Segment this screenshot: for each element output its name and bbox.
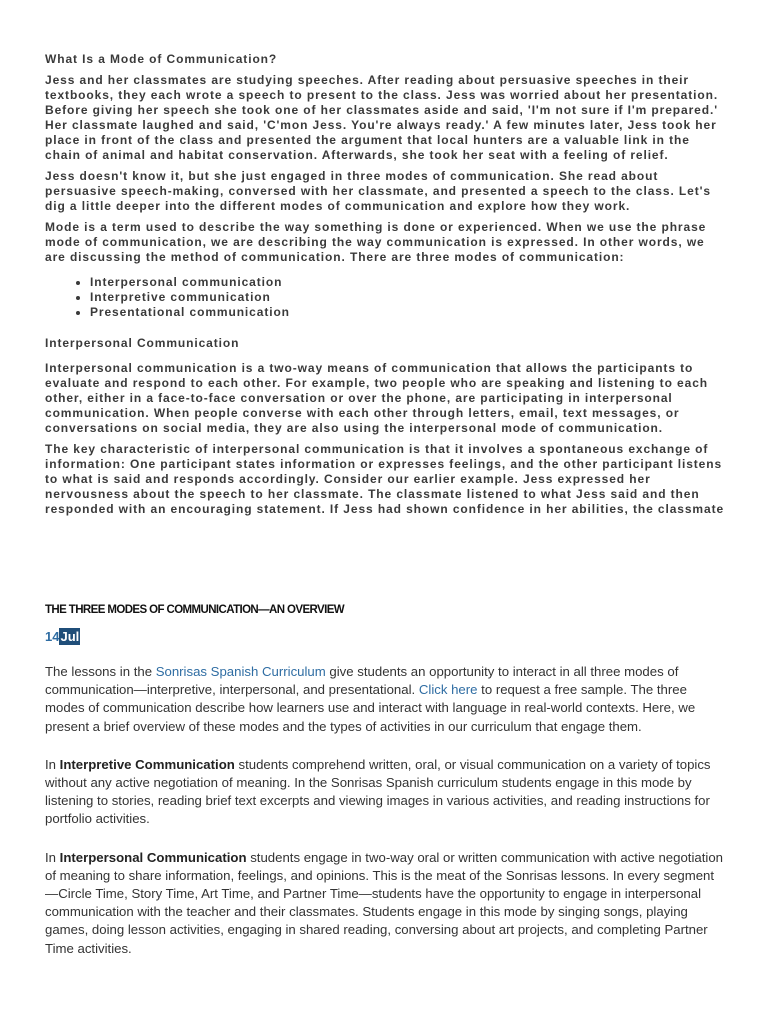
modes-list	[45, 275, 725, 320]
excerpt-heading: What Is a Mode of Communication?	[45, 52, 278, 66]
text-span: In	[45, 849, 60, 865]
text-span: students engage in two-way oral or written communication with active negotiation of meaning to share information, feelings, and opinions. This is the meat of the Sonrisas lessons. In every segment—Circle Time, Story Time, Art Time, and Partner Time—students have the opportunity to engage in interpersonal communication with the teacher and their classmates. Students engage in this mode by singing songs, playing games, doing lesson activities, engaging in shared reading, conversing about art projects, and completing Partner Time activities.	[45, 849, 723, 956]
excerpt-paragraph: Jess doesn't know it, but she just engaged in three modes of communication. She read about persuasive speech-making, conversed with her classmate, and presented a speech to the class. Let's dig a little deeper into the different modes of communication and explore how they work.	[45, 169, 711, 213]
excerpt-paragraph: Mode is a term used to describe the way something is done or experienced. When we use the phrase mode of communication, we are describing the way communication is expressed. In other words, we are discussing the method of communication. There are three modes of communication:	[45, 220, 707, 264]
bold-term: Interpretive Communication	[59, 756, 235, 772]
text-span: students comprehend written, oral, or visual communication on a variety of topics without any active negotiation of meaning. In the Sonrisas Spanish curriculum students engage in this mode by listening to stories, reading brief text excerpts and viewing images in various activities, and reading instructions for portfolio activities.	[45, 756, 711, 827]
text-span: give students an opportunity to interact in all three modes of communication—interpretive, interpersonal, and presentational.	[45, 664, 679, 698]
list-item: • Interpersonal communication	[90, 275, 725, 290]
click-here-link[interactable]: Click here	[418, 682, 478, 698]
date-month: Jul	[60, 629, 80, 644]
text-span: to request a free sample. The three modes of communication describe how learners use and interact with language in real-world contexts. Here, we present a brief overview of these modes and the types of activities in our curriculum that engage them.	[45, 682, 696, 734]
list-item: • Presentational communication	[90, 305, 725, 320]
blog-post	[45, 604, 725, 958]
post-paragraph	[45, 849, 725, 958]
post-paragraph	[45, 663, 725, 736]
excerpt-paragraph: Jess and her classmates are studying speeches. After reading about persuasive speeches in their textbooks, they each wrote a speech to present to the class. Jess was worried about her presentation. Before giving her speech she took one of her classmates aside and said, 'I'm not sure if I'm prepared.' Her classmate laughed and said, 'C'mon Jess. You're always ready.' A few minutes later, Jess took her place in front of the class and presented the argument that local hunters are a valuable link in the chain of animal and habitat conservation. Afterwards, she took her seat with a feeling of relief.	[45, 73, 719, 162]
excerpt-paragraph: The key characteristic of interpersonal communication is that it involves a spontaneous exchange of information: One participant states information or expresses feelings, and the other participant listens to what is said and responds accordingly. Consider our earlier example. Jess expressed her nervousness about the speech to her classmate. The classmate listened to what Jess said and then responded with an encouraging statement. If Jess had shown confidence in her abilities, the classmate	[45, 442, 725, 516]
lesson-excerpt	[45, 52, 725, 523]
excerpt-subheading: Interpersonal Communication	[45, 336, 240, 350]
text-span: The lessons in the	[45, 664, 156, 679]
post-title: THE THREE MODES OF COMMUNICATION—AN OVERVIEW	[45, 604, 345, 616]
date-day: 14	[45, 629, 60, 644]
list-item: • Interpretive communication	[90, 290, 725, 305]
post-date	[45, 629, 80, 644]
post-paragraph	[45, 756, 725, 829]
bold-term: Interpersonal Communication	[59, 849, 247, 865]
excerpt-paragraph: Interpersonal communication is a two-way means of communication that allows the participants to evaluate and respond to each other. For example, two people who are speaking and listening to each other, either in a face-to-face conversation or over the phone, are participating in interpersonal communication. When people converse with each other through letters, email, text messages, or conversations on social media, they are also using the interpersonal mode of communication.	[45, 361, 708, 435]
curriculum-link[interactable]: Sonrisas Spanish Curriculum	[155, 664, 326, 679]
text-span: In	[45, 756, 60, 772]
